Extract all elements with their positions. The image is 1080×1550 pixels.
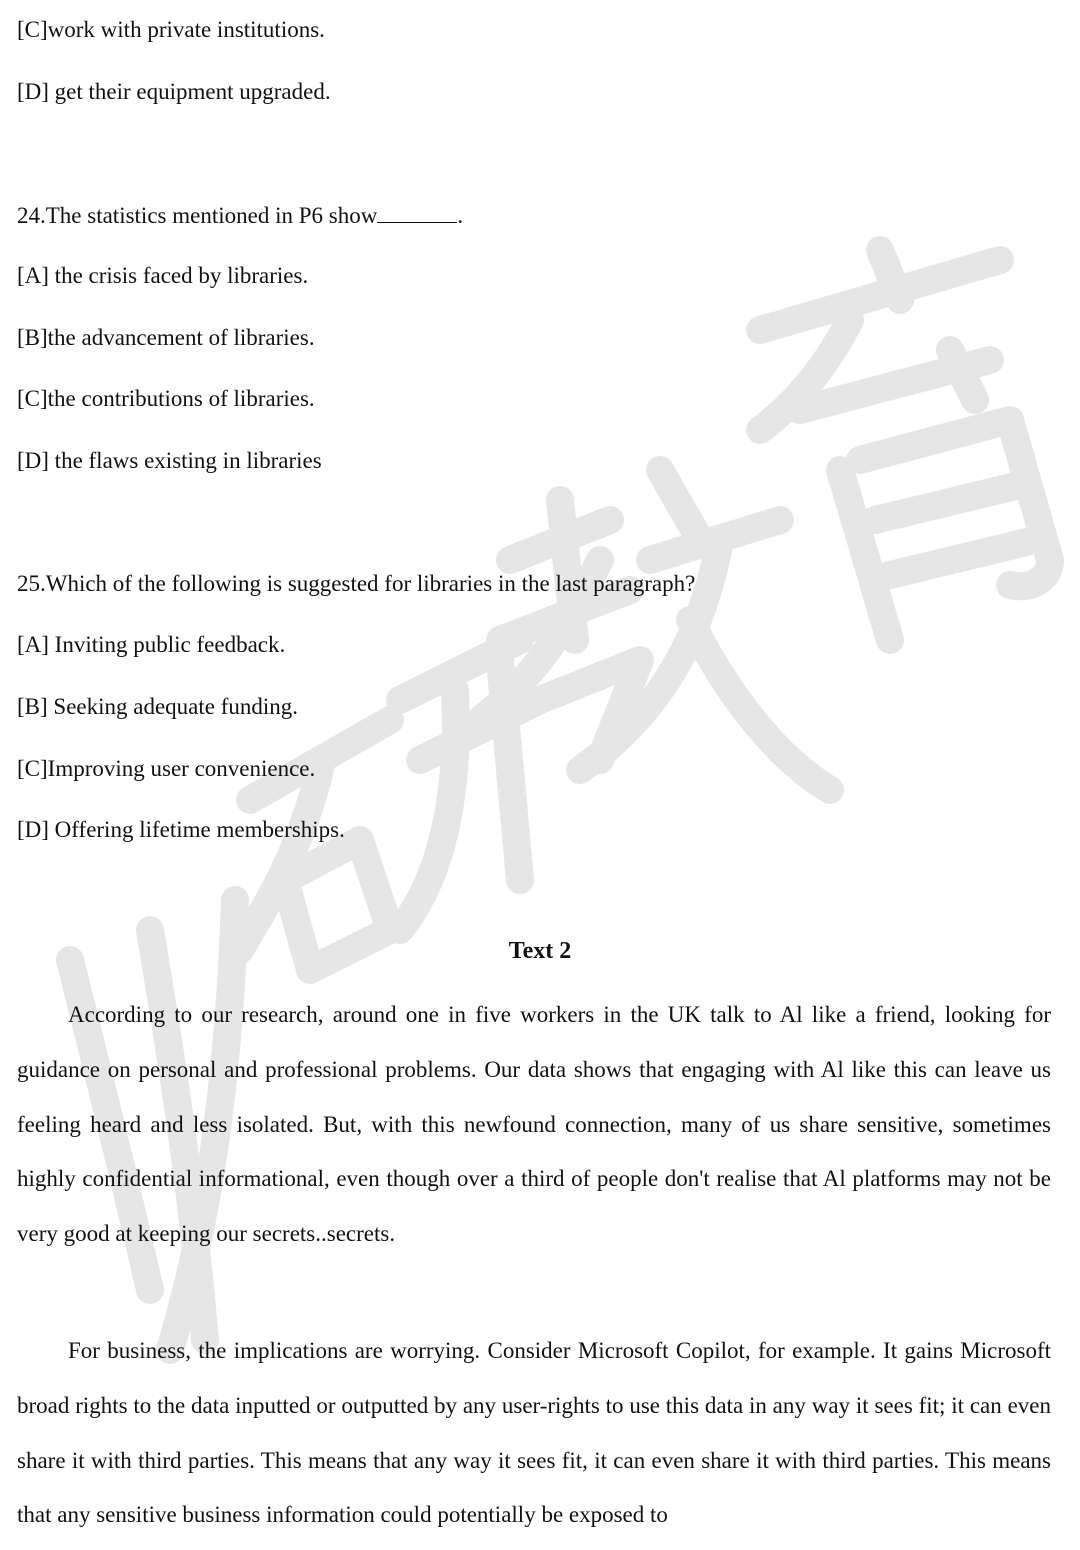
section-title: Text 2 [508, 938, 572, 964]
q24-stem-text: 24.The statistics mentioned in P6 show [17, 203, 378, 228]
q25-option-b: [B] Seeking adequate funding. [17, 694, 299, 719]
q24-option-c: [C]the contributions of libraries. [17, 386, 315, 411]
text2-paragraph-1: According to our research, around one in five workers in the UK talk to Al like a friend, looking for guidance on personal and professional problems. Our data shows that engaging with Al like this can leave us feeling heard and less isolated. But, with this newfound connection, many of us share sensitive, sometimes highly confidential informational, even though over a third of people don't realise that Al platforms may not be very good at keeping our secrets..secrets. [17, 1002, 1051, 1247]
q23-option-c: [C]work with private institutions. [17, 17, 325, 42]
answer-blank [377, 200, 457, 223]
q25-option-a: [A] Inviting public feedback. [17, 632, 286, 657]
q24-stem [17, 200, 463, 231]
q24-option-d: [D] the flaws existing in libraries [17, 448, 322, 473]
q25-stem: 25.Which of the following is suggested for libraries in the last paragraph? [17, 571, 696, 596]
q24-stem-end: . [457, 203, 464, 228]
q25-option-d: [D] Offering lifetime memberships. [17, 817, 345, 842]
q23-option-d: [D] get their equipment upgraded. [17, 79, 331, 104]
text2-paragraph-2: For business, the implications are worrying. Consider Microsoft Copilot, for example. It gains Microsoft broad rights to the data inputted or outputted by any user-rights to use this data in any way it sees fit; it can even share it with third parties. This means that any way it sees fit, it can even share it with third parties. This means that any sensitive business information could potentially be exposed to [17, 1338, 1051, 1528]
q24-option-b: [B]the advancement of libraries. [17, 325, 315, 350]
q25-option-c: [C]Improving user convenience. [17, 756, 316, 781]
q24-option-a: [A] the crisis faced by libraries. [17, 263, 309, 288]
